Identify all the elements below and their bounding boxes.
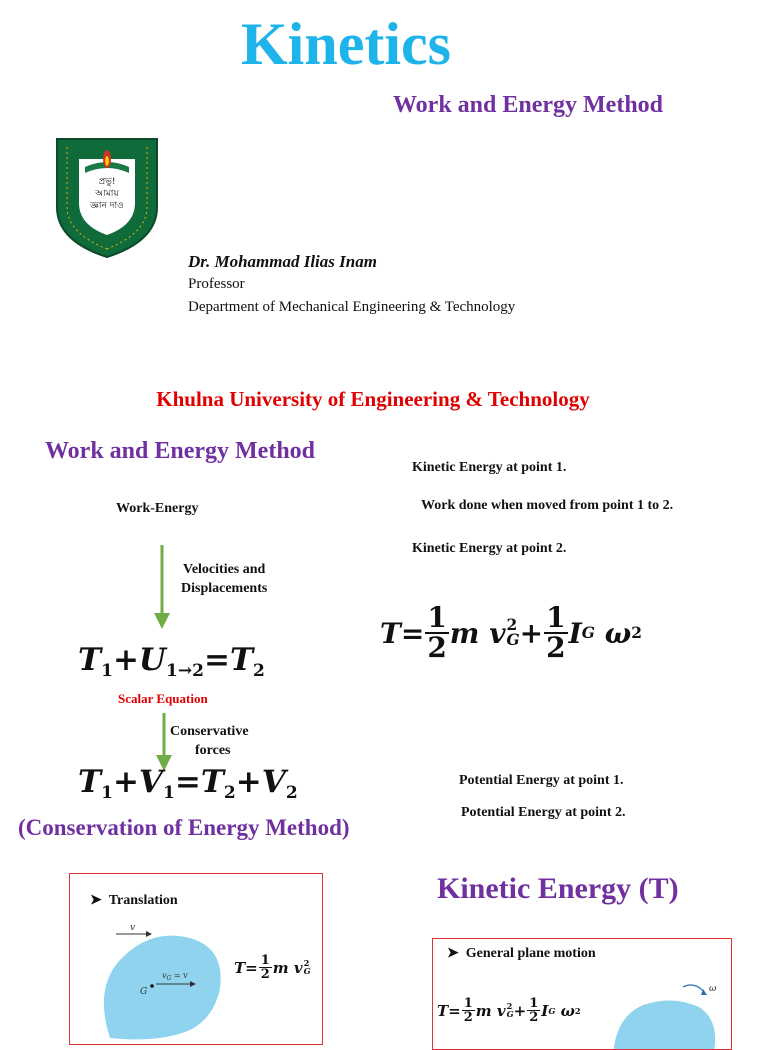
arrow2-label-line2: forces xyxy=(195,743,231,758)
arrow2-label-line1: Conservative xyxy=(170,724,249,739)
kinetic-energy-equation: T = $\frac{1}{2}$ m v 2 G + $\frac{1}{2}$ I G ω 2 xyxy=(380,601,642,664)
general-plane-body-diagram xyxy=(603,977,731,1050)
ke-point1-label: Kinetic Energy at point 1. xyxy=(412,460,567,475)
scalar-equation-label: Scalar Equation xyxy=(118,691,208,706)
section-title: Work and Energy Method xyxy=(45,438,316,464)
work-energy-label: Work-Energy xyxy=(116,501,199,516)
university-logo xyxy=(55,137,159,259)
pe-point2-label: Potential Energy at point 2. xyxy=(461,805,626,820)
page-subtitle: Work and Energy Method xyxy=(393,92,664,118)
translation-figure-box xyxy=(69,873,323,1045)
general-plane-equation: T = $\frac{1}{2}$ m v 2 G + $\frac{1}{2}$ I G ω 2 xyxy=(437,996,581,1025)
author-department: Department of Mechanical Engineering & Technology xyxy=(188,299,516,315)
page-title: Kinetics xyxy=(241,11,451,77)
general-plane-bullet: ➤ General plane motion xyxy=(447,946,596,961)
ke-point2-label: Kinetic Energy at point 2. xyxy=(412,541,567,556)
arrow1-label-line2: Displacements xyxy=(181,581,268,596)
translation-equation: T = $\frac{1}{2}$ m v 2 G xyxy=(234,953,311,982)
g-label: G xyxy=(140,987,148,997)
general-plane-motion-box xyxy=(432,938,732,1050)
logo-line-3: জ্ঞান দাও xyxy=(90,201,124,211)
arrow1-label-line1: Velocities and xyxy=(183,562,266,577)
author-title: Professor xyxy=(188,276,245,292)
conservation-equation: $T_1+V_1=T_2+V_2$ xyxy=(78,764,298,803)
v-label: v xyxy=(130,923,136,933)
logo-line-1: প্রভু! xyxy=(98,177,116,187)
university-name: Khulna University of Engineering & Technology xyxy=(156,387,590,411)
omega-label: ω xyxy=(709,984,717,994)
translation-bullet: ➤ Translation xyxy=(90,893,178,908)
author-name: Dr. Mohammad Ilias Inam xyxy=(188,252,377,271)
translation-body-diagram xyxy=(80,918,230,1045)
logo-line-2: আমায় xyxy=(95,189,119,199)
down-arrow-1 xyxy=(152,545,172,631)
vg-label: $v_G = v$ xyxy=(162,971,188,982)
conservation-method-label: (Conservation of Energy Method) xyxy=(18,815,350,840)
work-done-label: Work done when moved from point 1 to 2. xyxy=(421,498,674,513)
kinetic-energy-title: Kinetic Energy (T) xyxy=(437,872,679,905)
pe-point1-label: Potential Energy at point 1. xyxy=(459,773,624,788)
work-energy-equation: $T_1+U_{1\to 2}=T_2$ xyxy=(78,642,265,681)
